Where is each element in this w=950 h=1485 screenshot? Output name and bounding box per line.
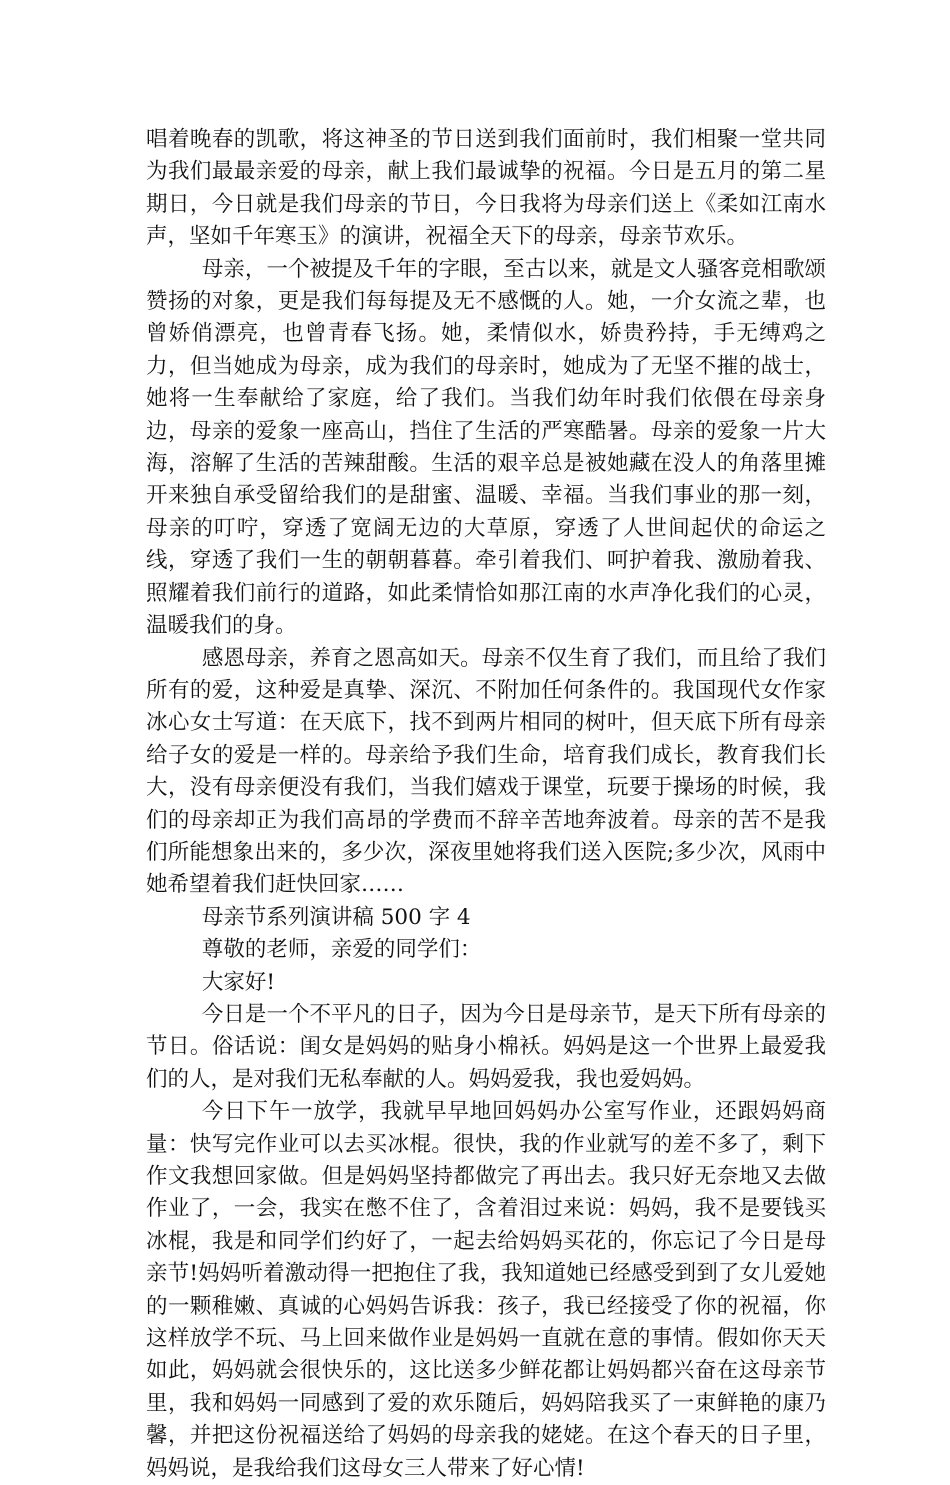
paragraph-today: 今日是一个不平凡的日子，因为今日是母亲节，是天下所有母亲的节日。俗话说：闺女是妈妈的贴身小棉袄。妈妈是这一个世界上最爱我们的人，是对我们无私奉献的人。妈妈爱我，我也爱妈妈。 [146, 1001, 826, 1092]
speech-salutation: 尊敬的老师，亲爱的同学们： [201, 937, 482, 963]
speech-title: 母亲节系列演讲稿 500 字 4 [201, 904, 471, 930]
paragraph-mother-praise: 母亲，一个被提及千年的字眼，至古以来，就是文人骚客竞相歌颂赞扬的对象，更是我们每每提及无不感慨的人。她，一介女流之辈，也曾娇俏漂亮，也曾青春飞扬。她，柔情似水，娇贵矜持，手无缚鸡之力，但当她成为母亲，成为我们的母亲时，她成为了无坚不摧的战士，她将一生奉献给了家庭，给了我们。当我们幼年时我们依偎在母亲身边，母亲的爱象一座高山，挡住了生活的严寒酷暑。母亲的爱象一片大海，溶解了生活的苦辣甜酸。生活的艰辛总是被她藏在没人的角落里摊开来独自承受留给我们的是甜蜜、温暖、幸福。当我们事业的那一刻，母亲的叮咛，穿透了宽阔无边的大草原，穿透了人世间起伏的命运之线，穿透了我们一生的朝朝暮暮。牵引着我们、呵护着我、激励着我、照耀着我们前行的道路，如此柔情恰如那江南的水声净化我们的心灵，温暖我们的身。 [146, 256, 826, 639]
document-page [146, 124, 826, 1485]
paragraph-gratitude: 感恩母亲，养育之恩高如天。母亲不仅生育了我们，而且给了我们所有的爱，这种爱是真挚、深沉、不附加任何条件的。我国现代女作家冰心女士写道：在天底下，找不到两片相同的树叶，但天底下所有母亲给子女的爱是一样的。母亲给予我们生命，培育我们成长，教育我们长大，没有母亲便没有我们，当我们嬉戏于课堂，玩要于操场的时候，我们的母亲却正为我们高昂的学费而不辞辛苦地奔波着。母亲的苦不是我们所能想象出来的，多少次，深夜里她将我们送入医院;多少次，风雨中她希望着我们赶快回家…… [146, 645, 826, 898]
paragraph-intro: 唱着晚春的凯歌，将这神圣的节日送到我们面前时，我们相聚一堂共同为我们最最亲爱的母亲，献上我们最诚挚的祝福。今日是五月的第二星期日，今日就是我们母亲的节日，今日我将为母亲们送上《柔如江南水声，坚如千年寒玉》的演讲，祝福全天下的母亲，母亲节欢乐。 [146, 127, 826, 250]
speech-greeting: 大家好! [201, 969, 276, 995]
paragraph-story: 今日下午一放学，我就早早地回妈妈办公室写作业，还跟妈妈商量：快写完作业可以去买冰棍。很快，我的作业就写的差不多了，剩下作文我想回家做。但是妈妈坚持都做完了再出去。我只好无奈地又去做作业了，一会，我实在憋不住了，含着泪过来说：妈妈，我不是要钱买冰棍，我是和同学们约好了，一起去给妈妈买花的，你忘记了今日是母亲节!妈妈听着激动得一把抱住了我，我知道她已经感受到到了女儿爱她的一颗稚嫩、真诚的心妈妈告诉我：孩子，我已经接受了你的祝福，你这样放学不玩、马上回来做作业是妈妈一直就在意的事情。假如你天天如此，妈妈就会很快乐的，这比送多少鲜花都让妈妈都兴奋在这母亲节里，我和妈妈一同感到了爱的欢乐随后，妈妈陪我买了一束鲜艳的康乃馨，并把这份祝福送给了妈妈的母亲我的姥姥。在这个春天的日子里，妈妈说，是我给我们这母女三人带来了好心情! [146, 1099, 826, 1481]
